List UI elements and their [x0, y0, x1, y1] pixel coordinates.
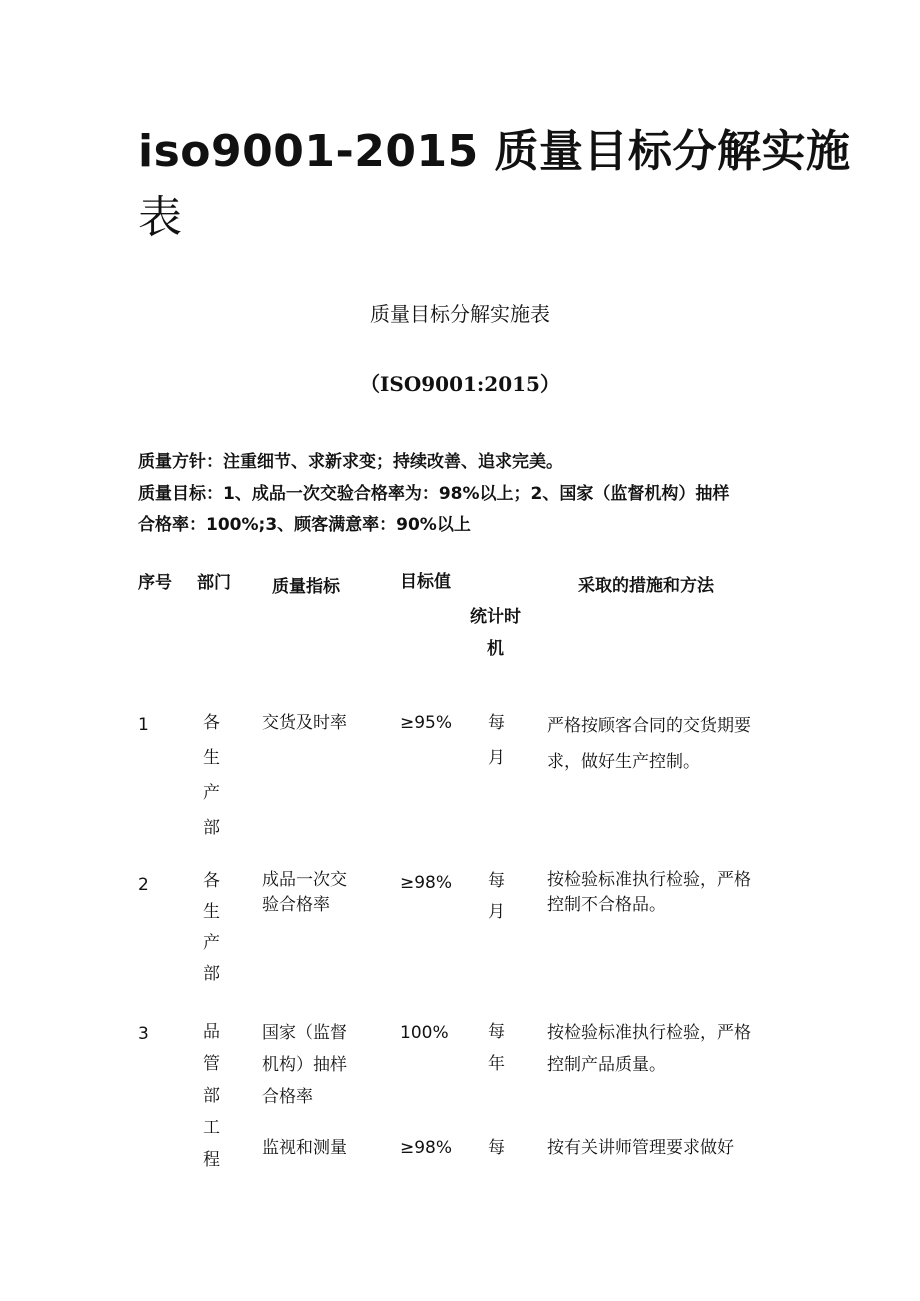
row-timing: 每 年 [488, 1022, 505, 1074]
header-dept: 部门 [197, 573, 231, 593]
row-indicator: 国家（监督机构）抽样合格率 [262, 1023, 347, 1107]
header-target: 目标值 [400, 572, 451, 592]
row-indicator: 监视和测量 [262, 1138, 347, 1158]
row-timing: 每 月 [488, 871, 505, 922]
row-dept: 各 生 产 部 [203, 713, 220, 838]
header-seq: 序号 [138, 573, 172, 593]
row-seq: 3 [138, 1024, 149, 1044]
row-measures: 按有关讲师管理要求做好 [547, 1138, 734, 1158]
row-indicator: 成品一次交验合格率 [262, 870, 347, 915]
row-measures: 按检验标准执行检验，严格控制不合格品。 [547, 870, 751, 915]
quality-objective-line1: 质量目标：1、成品一次交验合格率为：98%以上；2、国家（监督机构）抽样 [138, 484, 730, 504]
standard-label: （ISO9001:2015） [360, 372, 560, 396]
row-timing: 每 月 [488, 713, 505, 768]
row-indicator: 交货及时率 [262, 713, 347, 733]
row-target: ≥98% [400, 873, 453, 893]
document-title-line1: iso9001-2015 质量目标分解实施 [138, 126, 851, 177]
quality-policy: 质量方针：注重细节、求新求变；持续改善、追求完美。 [138, 452, 563, 472]
row-timing: 每 [488, 1138, 505, 1158]
header-timing-line2: 机 [487, 639, 504, 659]
table-subtitle: 质量目标分解实施表 [370, 302, 550, 326]
row-measures: 按检验标准执行检验，严格控制产品质量。 [547, 1023, 751, 1075]
row-target: ≥98% [400, 1138, 453, 1158]
header-indicator: 质量指标 [272, 577, 340, 597]
row-dept: 工 程 [203, 1118, 220, 1170]
row-measures: 严格按顾客合同的交货期要求，做好生产控制。 [547, 716, 751, 772]
row-dept: 各 生 产 部 [203, 871, 220, 984]
header-timing-line1: 统计时 [470, 607, 521, 627]
row-target: ≥95% [400, 713, 453, 733]
row-seq: 2 [138, 875, 149, 895]
header-measures: 采取的措施和方法 [578, 576, 714, 596]
document-title-line2: 表 [138, 192, 183, 243]
row-dept: 品 管 部 [203, 1022, 220, 1106]
row-target: 100% [400, 1023, 449, 1043]
quality-objective-line2: 合格率：100%;3、顾客满意率：90%以上 [138, 515, 471, 535]
row-seq: 1 [138, 715, 149, 735]
